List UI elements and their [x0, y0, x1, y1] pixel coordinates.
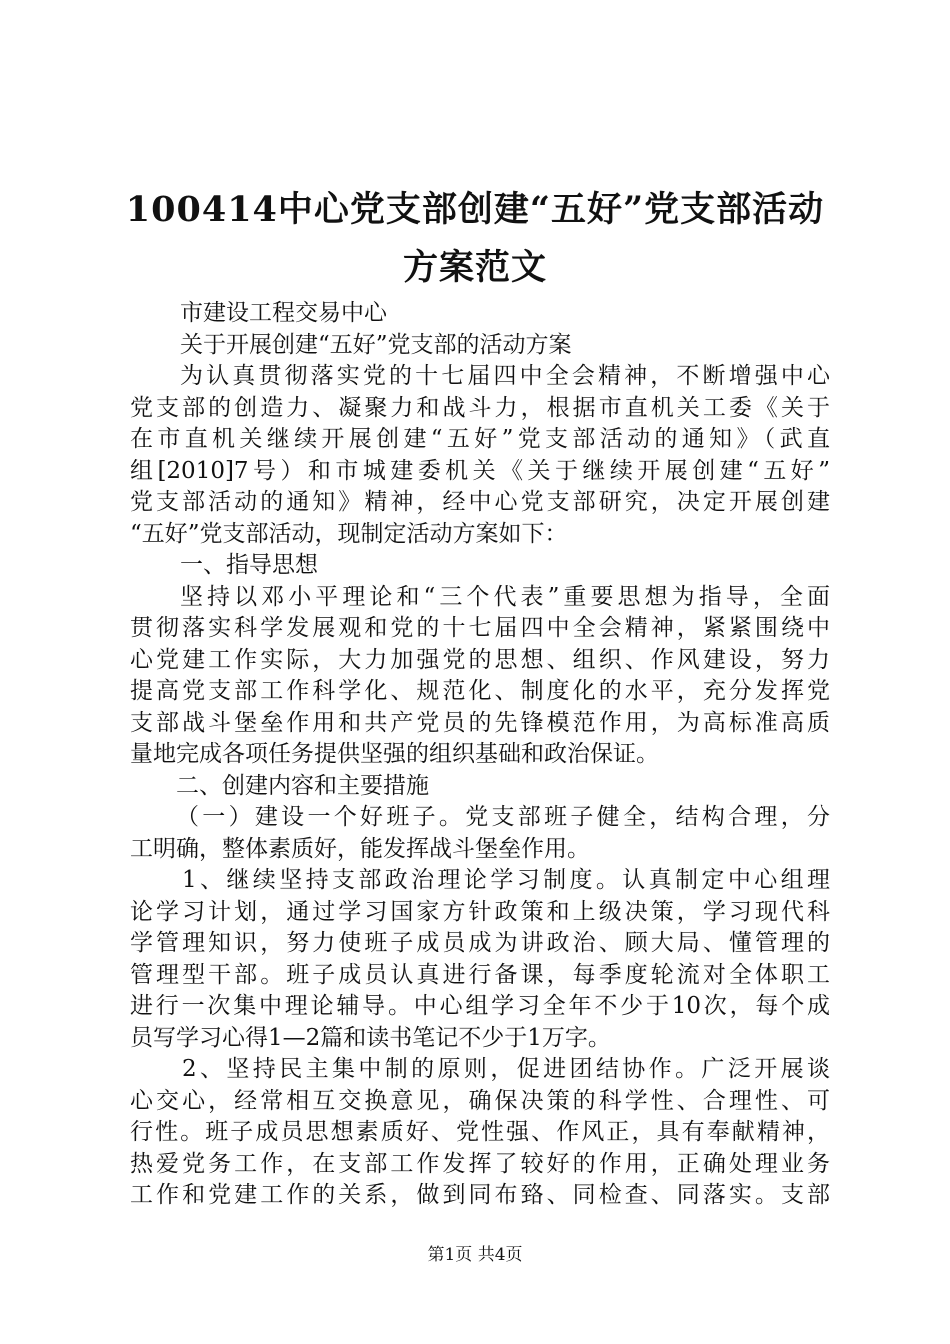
body-line: 行性。班子成员思想素质好、党性强、作风正，具有奉献精神， [130, 1119, 830, 1145]
body-line: （一）建设一个好班子。党支部班子健全，结构合理，分 [176, 804, 830, 830]
body-line: 员写学习心得1—2篇和读书笔记不少于1万字。 [130, 1024, 611, 1051]
body-line: 党支部的创造力、凝聚力和战斗力，根据市直机关工委《关于 [130, 394, 830, 421]
body-line: 在市直机关继续开展创建“五好”党支部活动的通知》（武直 [130, 426, 830, 452]
organization-line: 市建设工程交易中心 [180, 300, 387, 326]
body-line: 1、继续坚持支部政治理论学习制度。认真制定中心组理 [182, 867, 830, 893]
body-line: 贯彻落实科学发展观和党的十七届四中全会精神，紧紧围绕中 [130, 615, 830, 641]
body-line: 提高党支部工作科学化、规范化、制度化的水平，充分发挥党 [130, 678, 830, 704]
body-line: 党支部活动的通知》精神，经中心党支部研究，决定开展创建 [130, 489, 830, 515]
body-line: 进行一次集中理论辅导。中心组学习全年不少于10次，每个成 [130, 993, 830, 1019]
body-line: 热爱党务工作，在支部工作发挥了较好的作用，正确处理业务 [130, 1150, 830, 1177]
section-heading: 一、指导思想 [180, 552, 318, 578]
body-line: 心交心，经常相互交换意见，确保决策的科学性、合理性、可 [130, 1087, 830, 1114]
page-number-footer: 第1页 共4页 [427, 1245, 523, 1265]
subtitle-line: 关于开展创建“五好”党支部的活动方案 [180, 331, 572, 358]
body-line: 为认真贯彻落实党的十七届四中全会精神，不断增强中心 [180, 363, 830, 389]
body-line: 论学习计划，通过学习国家方针政策和上级决策，学习现代科 [130, 898, 830, 925]
body-line: “五好”党支部活动，现制定活动方案如下： [130, 520, 568, 547]
body-line: 学管理知识，努力使班子成员成为讲政治、顾大局、懂管理的 [130, 930, 830, 956]
body-line: 心党建工作实际，大力加强党的思想、组织、作风建设，努力 [130, 646, 830, 673]
body-line: 支部战斗堡垒作用和共产党员的先锋模范作用，为高标准高质 [130, 709, 830, 736]
document-body [130, 298, 830, 1212]
document-title-line-2: 方案范文 [402, 247, 547, 288]
body-line: 量地完成各项任务提供坚强的组织基础和政治保证。 [130, 741, 659, 767]
section-heading: 二、创建内容和主要措施 [176, 772, 429, 799]
body-line: 工明确，整体素质好，能发挥战斗堡垒作用。 [130, 835, 590, 862]
document-title-line-1: 100414中心党支部创建“五好”党支部活动 [125, 189, 825, 230]
body-line: 管理型干部。班子成员认真进行备课，每季度轮流对全体职工 [130, 961, 830, 988]
body-line: 2、坚持民主集中制的原则，促进团结协作。广泛开展谈 [182, 1056, 830, 1082]
body-line: 工作和党建工作的关系，做到同布臵、同检查、同落实。支部 [130, 1182, 830, 1208]
body-line: 坚持以邓小平理论和“三个代表”重要思想为指导，全面 [180, 583, 830, 610]
body-line: 组[2010]7号）和市城建委机关《关于继续开展创建“五好” [130, 457, 830, 484]
